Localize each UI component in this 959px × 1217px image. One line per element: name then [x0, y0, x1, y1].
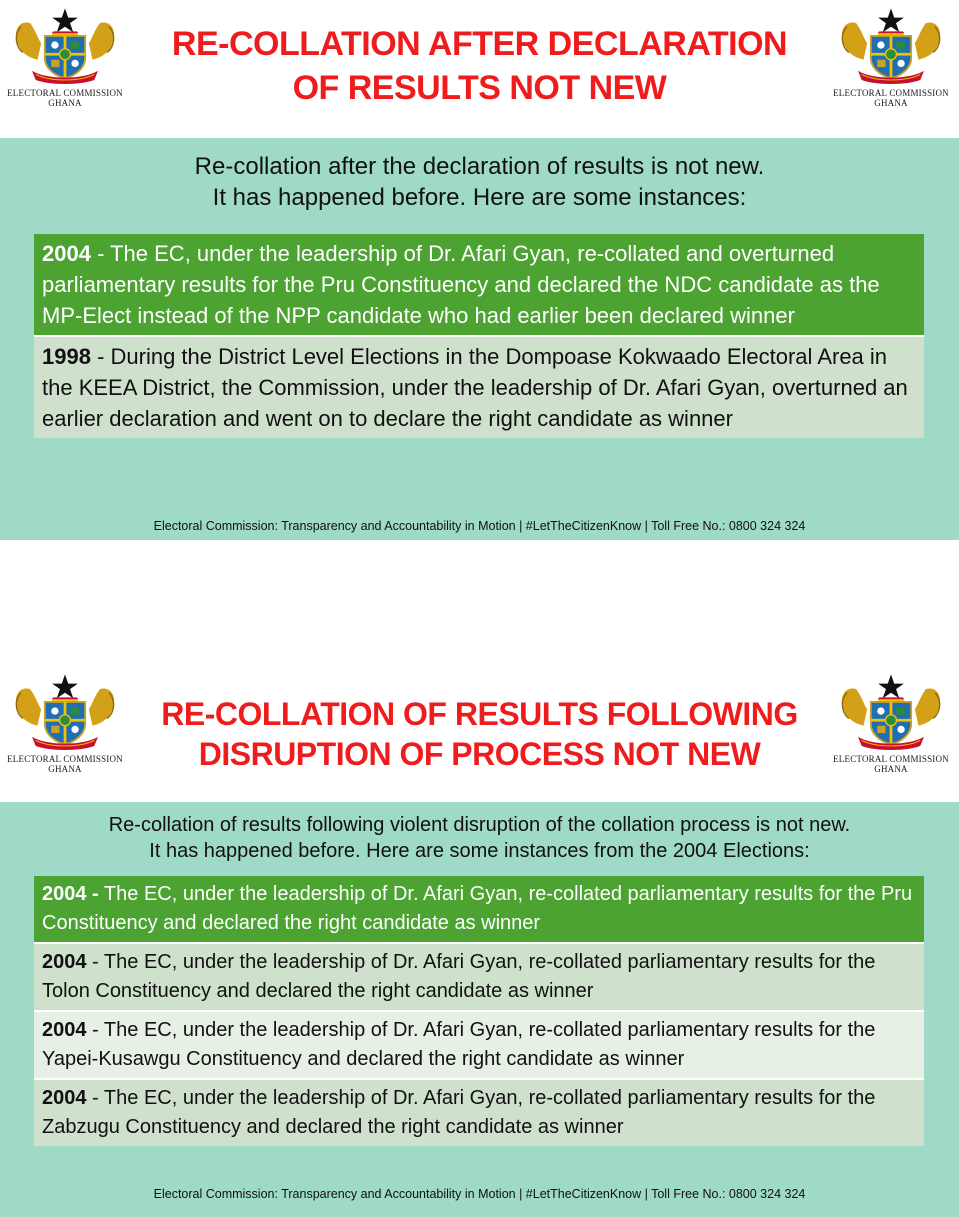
coat-of-arms-icon [10, 672, 120, 752]
panel-body [0, 802, 959, 1217]
coat-of-arms-icon [836, 672, 946, 752]
infographic-panel-disruption [0, 668, 959, 1217]
instance-row [34, 876, 924, 942]
intro-text: Re-collation of results following violent disruption of the collation process is not new. It has happened before. Here are some instances from the 2004 Elections: [108, 814, 851, 862]
instance-year: 2004 [42, 241, 91, 266]
instance-year: 2004 [42, 951, 87, 973]
instance-row: 2004 - The EC, under the leadership of Dr. Afari Gyan, re-collated parliamentary results for the Zabzugu Constituency and declared the right candidate as winner [34, 1078, 924, 1146]
panel-body [0, 138, 959, 540]
logo-caption: ELECTORAL COMMISSION GHANA [833, 754, 949, 774]
instance-row: 2004 - The EC, under the leadership of Dr. Afari Gyan, re-collated parliamentary results for the Tolon Constituency and declared the right candidate as winner [34, 942, 924, 1010]
instance-row: 1998 - During the District Level Elections in the Dompoase Kokwaado Electoral Area in the KEEA District, the Commission, under the leadership of Dr. Afari Gyan, overturned an earlier declaration and went on to declare the right candidate as winner [34, 335, 924, 438]
panel-title: RE-COLLATION AFTER DECLARATION OF RESULTS NOT NEW [171, 25, 788, 107]
ec-logo-right [826, 6, 956, 108]
panel-footer: Electoral Commission: Transparency and Accountability in Motion | #LetTheCitizenKnow | Toll Free No.: 0800 324 324 [153, 519, 806, 533]
panel-footer: Electoral Commission: Transparency and Accountability in Motion | #LetTheCitizenKnow | Toll Free No.: 0800 324 324 [153, 1187, 806, 1201]
intro-text: Re-collation after the declaration of results is not new. It has happened before. Here are some instances: [194, 153, 765, 211]
instances-table [34, 234, 924, 438]
instance-text: The EC, under the leadership of Dr. Afari Gyan, re-collated parliamentary results for the Yapei-Kusawgu Constituency and declared the right candidate as winner [42, 1019, 876, 1070]
panel-title: RE-COLLATION OF RESULTS FOLLOWING DISRUPTION OF PROCESS NOT NEW [161, 696, 798, 772]
instance-text: The EC, under the leadership of Dr. Afari Gyan, re-collated parliamentary results for the Pru Constituency and declared the right candidate as winner [42, 883, 913, 934]
instance-text: The EC, under the leadership of Dr. Afari Gyan, re-collated parliamentary results for the Tolon Constituency and declared the right candidate as winner [42, 951, 876, 1002]
instance-year: 2004 - [42, 883, 99, 905]
instance-row: 2004 - The EC, under the leadership of Dr. Afari Gyan, re-collated parliamentary results for the Yapei-Kusawgu Constituency and declared the right candidate as winner [34, 1010, 924, 1078]
instance-row: 2004 - The EC, under the leadership of Dr. Afari Gyan, re-collated and overturned parliamentary results for the Pru Constituency and declared the NDC candidate as the MP-Elect instead of the NPP candidate who had earlier been declared winner [34, 234, 924, 335]
ec-logo-right [826, 672, 956, 774]
instance-year: 2004 [42, 1087, 87, 1109]
ec-logo-left [0, 672, 130, 774]
instance-text: The EC, under the leadership of Dr. Afari Gyan, re-collated and overturned parliamentary results for the Pru Constituency and declared the NDC candidate as the MP-Elect instead of the NPP candidate who had earlier been declared winner [42, 241, 880, 328]
instance-text: During the District Level Elections in the Dompoase Kokwaado Electoral Area in the KEEA District, the Commission, under the leadership of Dr. Afari Gyan, overturned an earlier declaration and went on to declare the right candidate as winner [42, 344, 908, 431]
instance-text: The EC, under the leadership of Dr. Afari Gyan, re-collated parliamentary results for the Zabzugu Constituency and declared the right candidate as winner [42, 1087, 876, 1138]
ec-logo-left [0, 6, 130, 108]
instance-year: 2004 [42, 1019, 87, 1041]
logo-caption: ELECTORAL COMMISSION GHANA [833, 88, 949, 108]
instances-table [34, 876, 924, 1146]
coat-of-arms-icon [10, 6, 120, 86]
infographic-panel-declaration [0, 0, 959, 540]
coat-of-arms-icon [836, 6, 946, 86]
panel-header [0, 0, 959, 138]
panel-header [0, 668, 959, 802]
logo-caption: ELECTORAL COMMISSION GHANA [7, 754, 123, 774]
instance-year: 1998 [42, 344, 91, 369]
logo-caption: ELECTORAL COMMISSION GHANA [7, 88, 123, 108]
